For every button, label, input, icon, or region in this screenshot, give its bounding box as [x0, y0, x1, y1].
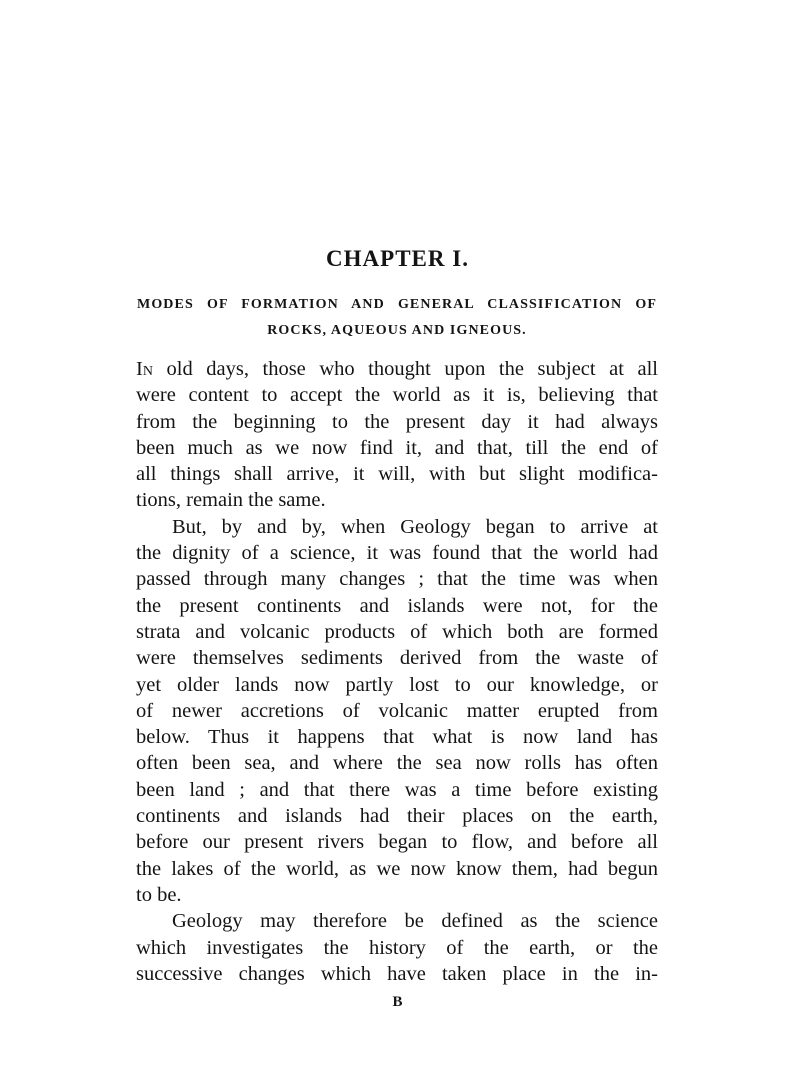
text-line: the dignity of a science, it was found that the world had	[136, 542, 658, 565]
signature-mark: B	[392, 994, 403, 1010]
text-line-rest: old days, those who thought upon the subject at all	[152, 358, 658, 380]
text-line: often been sea, and where the sea now rolls has often	[136, 752, 658, 775]
subtitle-line: MODES OF FORMATION AND GENERAL CLASSIFICATION OF	[137, 297, 657, 312]
text-line: below. Thus it happens that what is now land has	[136, 726, 658, 749]
text-line: Geology may therefore be defined as the science	[172, 910, 658, 933]
text-line: from the beginning to the present day it had always	[136, 410, 658, 433]
text-line: the lakes of the world, as we now know them, had begun	[136, 857, 658, 880]
text-line: of newer accretions of volcanic matter erupted from	[136, 699, 658, 722]
text-line: all things shall arrive, it will, with but slight modifica-	[136, 463, 658, 486]
text-line: yet older lands now partly lost to our knowledge, or	[136, 673, 658, 696]
subtitle-line: ROCKS, AQUEOUS AND IGNEOUS.	[267, 323, 527, 338]
text-line: tions, remain the same.	[136, 489, 326, 512]
text-line: successive changes which have taken place in the in-	[136, 962, 658, 985]
text-line	[136, 356, 658, 382]
text-line: were themselves sediments derived from the waste of	[136, 647, 658, 670]
text-line: to be.	[136, 883, 182, 906]
chapter-subtitle	[137, 292, 657, 344]
text-line: before our present rivers began to flow, and before all	[136, 831, 658, 854]
text-line: But, by and by, when Geology began to arrive at	[172, 515, 658, 538]
text-line: been much as we now find it, and that, till the end of	[136, 436, 658, 459]
text-line: been land ; and that there was a time before existing	[136, 778, 658, 801]
text-line: which investigates the history of the earth, or the	[136, 936, 658, 959]
text-line: continents and islands had their places on the earth,	[136, 805, 658, 828]
text-line: strata and volcanic products of which both are formed	[136, 620, 658, 643]
body-text	[136, 356, 658, 987]
text-line: were content to accept the world as it is, believing that	[136, 384, 658, 407]
lead-small-caps: In	[136, 358, 153, 380]
text-line: the present continents and islands were not, for the	[136, 594, 658, 617]
text-line: passed through many changes ; that the time was when	[136, 568, 658, 591]
chapter-title: CHAPTER I.	[326, 246, 469, 271]
